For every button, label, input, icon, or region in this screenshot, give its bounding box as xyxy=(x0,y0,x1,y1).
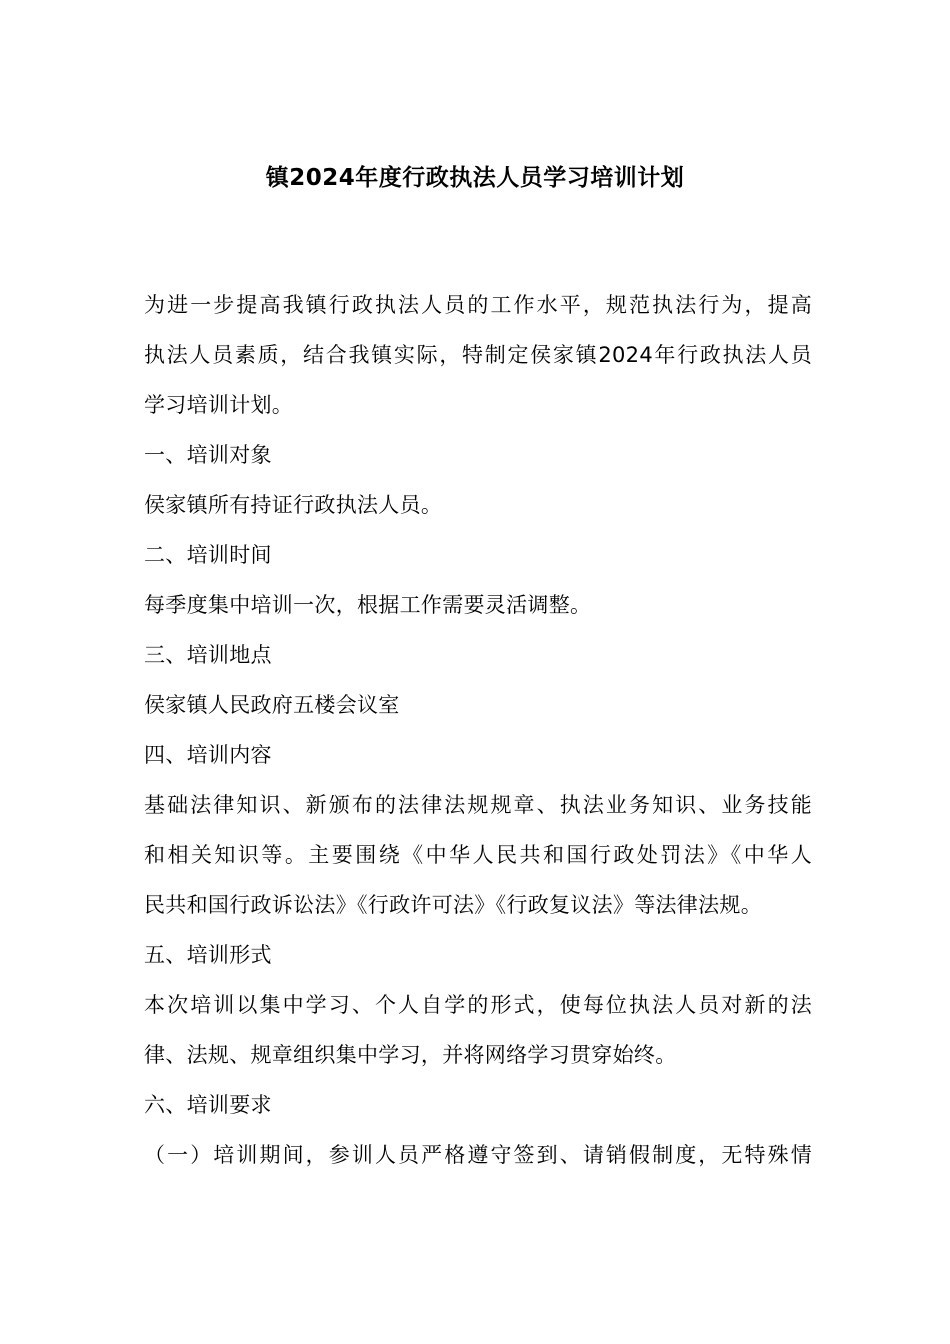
section-text-target: 侯家镇所有持证行政执法人员。 xyxy=(144,493,443,517)
document-title: 镇2024年度行政执法人员学习培训计划 xyxy=(265,165,685,191)
section-text-content-line-1: 基础法律知识、新颁布的法律法规规章、执法业务知识、业务技能 xyxy=(144,793,812,817)
section-heading-requirements: 六、培训要求 xyxy=(144,1093,272,1117)
section-heading-format: 五、培训形式 xyxy=(144,943,272,967)
section-text-content-line-3: 民共和国行政诉讼法》《行政许可法》《行政复议法》等法律法规。 xyxy=(144,893,762,917)
section-text-time: 每季度集中培训一次，根据工作需要灵活调整。 xyxy=(144,593,592,617)
section-text-requirements-line-1: （一）培训期间，参训人员严格遵守签到、请销假制度，无特殊情 xyxy=(144,1143,812,1167)
section-heading-content: 四、培训内容 xyxy=(144,743,272,767)
section-text-format-line-2: 律、法规、规章组织集中学习，并将网络学习贯穿始终。 xyxy=(144,1043,677,1067)
paragraph-intro-line-1: 为进一步提高我镇行政执法人员的工作水平，规范执法行为，提高 xyxy=(144,293,812,317)
section-text-content-line-2: 和相关知识等。主要围绕《中华人民共和国行政处罚法》《中华人 xyxy=(144,843,812,867)
section-text-format-line-1: 本次培训以集中学习、个人自学的形式，使每位执法人员对新的法 xyxy=(144,993,812,1017)
section-text-location: 侯家镇人民政府五楼会议室 xyxy=(144,693,400,717)
document-body xyxy=(144,280,812,1180)
paragraph-intro-line-3: 学习培训计划。 xyxy=(144,393,294,417)
paragraph-intro-line-2: 执法人员素质，结合我镇实际，特制定侯家镇2024年行政执法人员 xyxy=(144,343,812,367)
section-heading-target: 一、培训对象 xyxy=(144,443,272,467)
section-heading-time: 二、培训时间 xyxy=(144,543,272,567)
section-heading-location: 三、培训地点 xyxy=(144,643,272,667)
